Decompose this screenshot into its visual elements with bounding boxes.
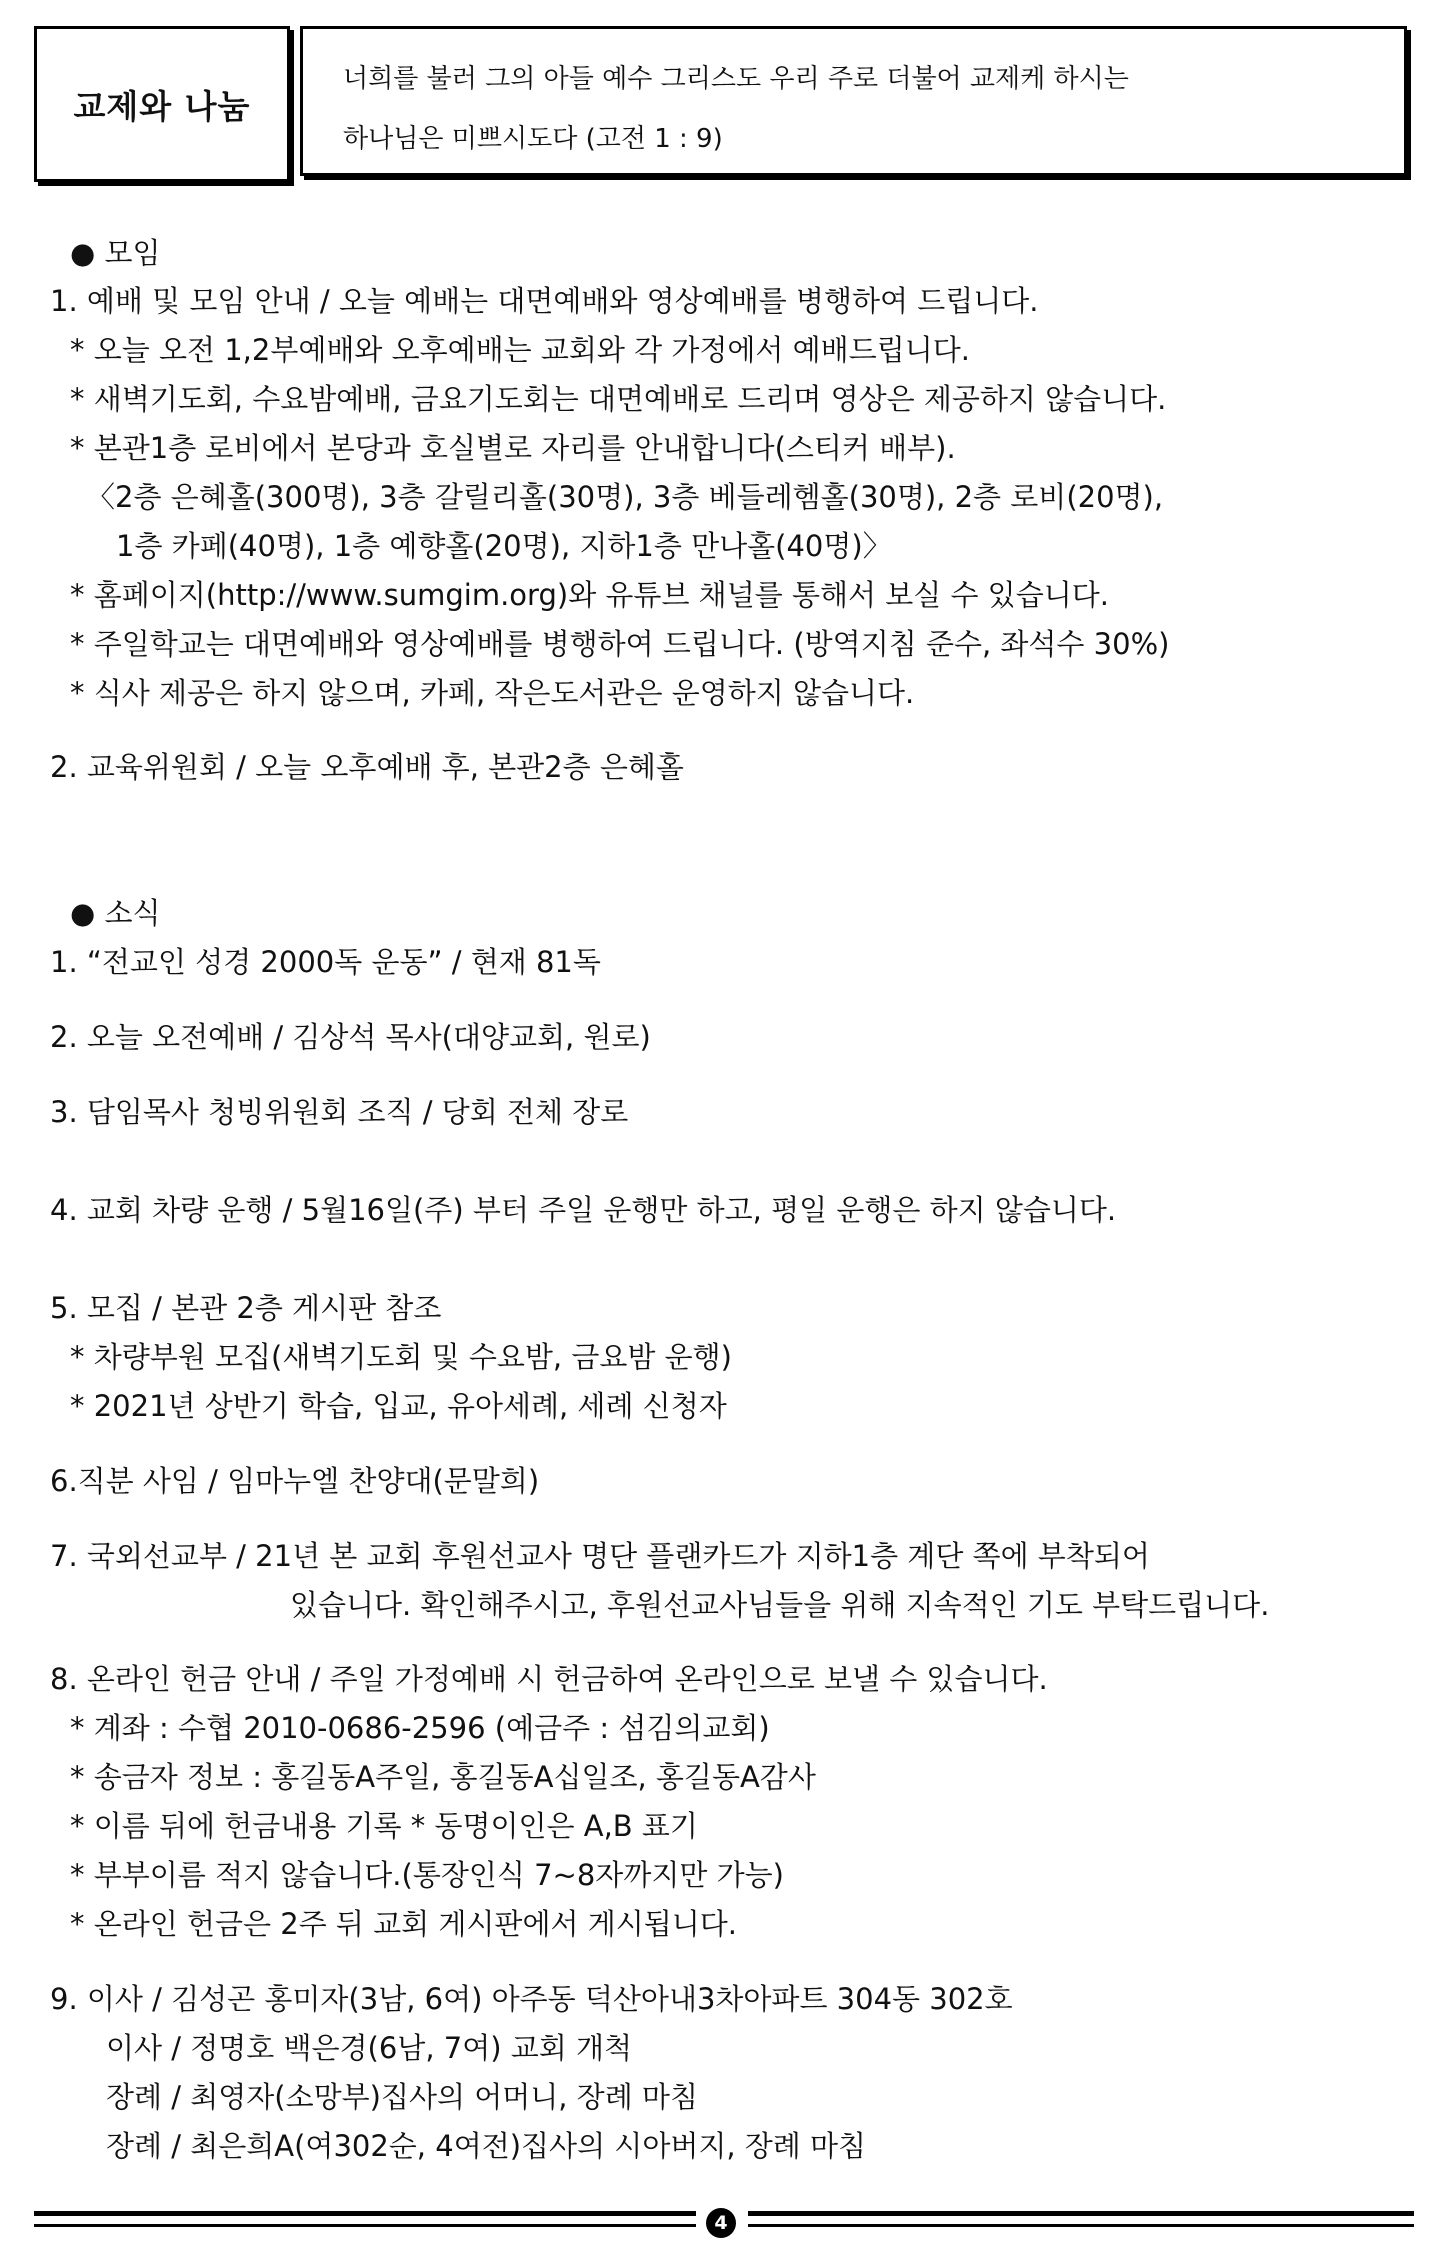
list-item: * 오늘 오전 1,2부예배와 오후예배는 교회와 각 가정에서 예배드립니다. (70, 333, 970, 367)
list-item: 9. 이사 / 김성곤 홍미자(3남, 6여) 아주동 덕산아내3차아파트 304동 302호 (50, 1982, 1013, 2016)
list-item: 장례 / 최은희A(여302순, 4여전)집사의 시아버지, 장례 마침 (106, 2129, 867, 2163)
list-item: * 송금자 정보 : 홍길동A주일, 홍길동A십일조, 홍길동A감사 (70, 1760, 816, 1794)
verse-box (300, 26, 1407, 176)
list-item: * 새벽기도회, 수요밤예배, 금요기도회는 대면예배로 드리며 영상은 제공하지 않습니다. (70, 382, 1167, 416)
list-item: * 본관1층 로비에서 본당과 호실별로 자리를 안내합니다(스티커 배부). (70, 431, 956, 465)
section-heading-news: ● 소식 (70, 896, 161, 930)
section-title: 교제와 나눔 (73, 86, 251, 126)
list-item: 8. 온라인 헌금 안내 / 주일 가정예배 시 헌금하여 온라인으로 보낼 수 있습니다. (50, 1662, 1048, 1696)
list-item: * 이름 뒤에 헌금내용 기록 * 동명이인은 A,B 표기 (70, 1809, 698, 1843)
list-item: 〈2층 은혜홀(300명), 3층 갈릴리홀(30명), 3층 베들레헴홀(30명), 2층 로비(20명), (86, 480, 1164, 514)
footer-rule-right (748, 2211, 1414, 2227)
list-item: 이사 / 정명호 백은경(6남, 7여) 교회 개척 (106, 2031, 633, 2065)
page-number: 4 (706, 2208, 736, 2238)
list-item: * 홈페이지(http://www.sumgim.org)와 유튜브 채널를 통해서 보실 수 있습니다. (70, 578, 1109, 612)
list-item: * 부부이름 적지 않습니다.(통장인식 7~8자까지만 가능) (70, 1858, 784, 1892)
verse-line: 하나님은 미쁘시도다 (고전 1 : 9) (343, 124, 723, 154)
verse-line: 너희를 불러 그의 아들 예수 그리스도 우리 주로 더불어 교제케 하시는 (343, 64, 1129, 94)
list-item: * 계좌 : 수협 2010-0686-2596 (예금주 : 섬김의교회) (70, 1711, 770, 1745)
list-item: 4. 교회 차량 운행 / 5월16일(주) 부터 주일 운행만 하고, 평일 운행은 하지 않습니다. (50, 1193, 1117, 1227)
list-item: * 온라인 헌금은 2주 뒤 교회 게시판에서 게시됩니다. (70, 1907, 737, 1941)
list-item: 5. 모집 / 본관 2층 게시판 참조 (50, 1291, 442, 1325)
page-footer (34, 2208, 1414, 2236)
list-item: 7. 국외선교부 / 21년 본 교회 후원선교사 명단 플랜카드가 지하1층 계단 쪽에 부착되어 (50, 1539, 1150, 1573)
header (34, 26, 1414, 184)
list-item: 1층 카페(40명), 1층 예향홀(20명), 지하1층 만나홀(40명)〉 (116, 529, 892, 563)
list-item: * 차량부원 모집(새벽기도회 및 수요밤, 금요밤 운행) (70, 1340, 732, 1374)
section-heading-meetings: ● 모임 (70, 236, 161, 270)
list-item: * 주일학교는 대면예배와 영상예배를 병행하여 드립니다. (방역지침 준수, 좌석수 30%) (70, 627, 1170, 661)
list-item: 1. “전교인 성경 2000독 운동” / 현재 81독 (50, 945, 601, 979)
section-title-box (34, 26, 290, 182)
list-item: 2. 교육위원회 / 오늘 오후예배 후, 본관2층 은혜홀 (50, 750, 684, 784)
list-item: * 식사 제공은 하지 않으며, 카페, 작은도서관은 운영하지 않습니다. (70, 676, 915, 710)
list-item: * 2021년 상반기 학습, 입교, 유아세례, 세례 신청자 (70, 1389, 727, 1423)
list-item: 장례 / 최영자(소망부)집사의 어머니, 장례 마침 (106, 2080, 698, 2114)
list-item: 6.직분 사임 / 임마누엘 찬양대(문말희) (50, 1464, 540, 1498)
list-item: 1. 예배 및 모임 안내 / 오늘 예배는 대면예배와 영상예배를 병행하여 드립니다. (50, 284, 1039, 318)
footer-rule-left (34, 2211, 696, 2227)
list-item: 3. 담임목사 청빙위원회 조직 / 당회 전체 장로 (50, 1095, 629, 1129)
list-item: 있습니다. 확인해주시고, 후원선교사님들을 위해 지속적인 기도 부탁드립니다. (290, 1588, 1270, 1622)
list-item: 2. 오늘 오전예배 / 김상석 목사(대양교회, 원로) (50, 1020, 651, 1054)
